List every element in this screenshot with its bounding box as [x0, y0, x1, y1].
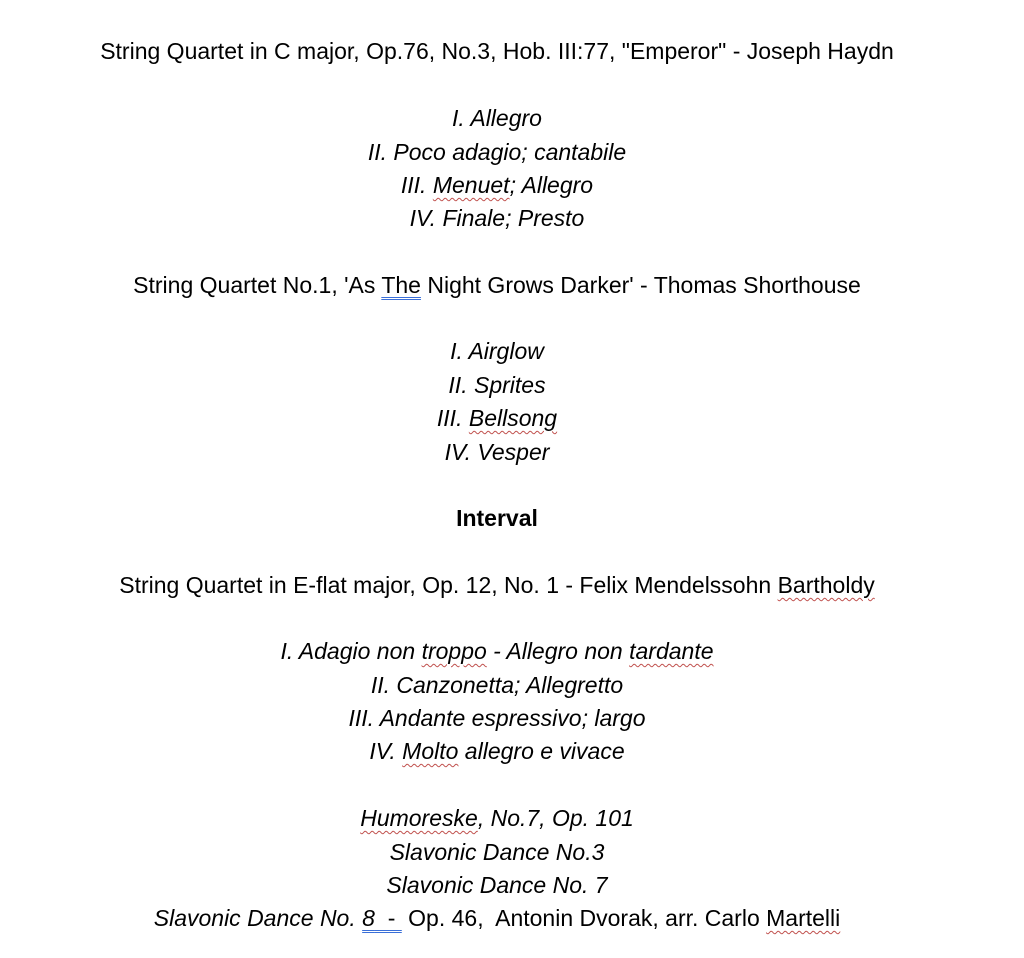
work-title-text: String Quartet in E-flat major, Op. 12, No. 1 - Felix Mendelssohn	[119, 572, 778, 598]
piece-line-credits	[0, 904, 994, 932]
work-title-text: Night Grows Darker' - Thomas Shorthouse	[420, 272, 861, 298]
movement-text: I. Adagio non	[280, 638, 422, 664]
movement-line	[0, 171, 994, 199]
interval-text: Interval	[456, 505, 538, 531]
movement-line	[0, 671, 994, 699]
grammar-flagged-word[interactable]: 8	[362, 905, 375, 931]
movement-text: I. Airglow	[450, 338, 544, 364]
grammar-flagged-word[interactable]: The	[381, 272, 421, 298]
movement-line	[0, 204, 994, 232]
spelling-flagged-word[interactable]: tardante	[629, 638, 714, 664]
movement-text: III. Andante espressivo; largo	[348, 705, 646, 731]
movement-line	[0, 704, 994, 732]
spelling-flagged-word[interactable]: troppo	[421, 638, 487, 664]
piece-text: Slavonic Dance No.	[153, 905, 363, 931]
movement-line	[0, 737, 994, 765]
movement-text: - Allegro non	[486, 638, 630, 664]
credits-text: Op. 46, Antonin Dvorak, arr. Carlo	[401, 905, 767, 931]
spelling-flagged-word[interactable]: Bartholdy	[777, 572, 875, 598]
spelling-flagged-word[interactable]: Molto	[402, 738, 459, 764]
movement-text: ; Allegro	[509, 172, 594, 198]
piece-line	[0, 838, 994, 866]
movement-text: I. Allegro	[452, 105, 542, 131]
work-title-mendelssohn	[0, 571, 994, 599]
interval-heading	[0, 504, 994, 532]
work-title-text: String Quartet in C major, Op.76, No.3, Hob. III:77, "Emperor" - Joseph Haydn	[100, 38, 894, 64]
piece-line	[0, 804, 994, 832]
movement-line	[0, 337, 994, 365]
movement-text: II. Poco adagio; cantabile	[367, 139, 627, 165]
movement-line	[0, 104, 994, 132]
spelling-flagged-word[interactable]: Menuet	[432, 172, 510, 198]
work-title-shorthouse	[0, 271, 994, 299]
movement-text: IV. Finale; Presto	[409, 205, 585, 231]
movement-text: II. Canzonetta; Allegretto	[370, 672, 624, 698]
work-title-text: String Quartet No.1, 'As	[133, 272, 382, 298]
spelling-flagged-word[interactable]: Bellsong	[468, 405, 558, 431]
movement-text: II. Sprites	[448, 372, 546, 398]
spelling-flagged-word[interactable]: Humoreske	[360, 805, 478, 831]
movement-line	[0, 438, 994, 466]
movement-line	[0, 404, 994, 432]
piece-text: Slavonic Dance No.3	[389, 839, 605, 865]
movement-line	[0, 138, 994, 166]
piece-text: , No.7, Op. 101	[477, 805, 634, 831]
work-title-haydn	[0, 37, 994, 65]
movement-text: allegro e vivace	[458, 738, 625, 764]
movement-text: III.	[436, 405, 469, 431]
movement-line	[0, 637, 994, 665]
grammar-flagged-separator[interactable]: -	[374, 905, 402, 931]
movement-text: IV.	[369, 738, 403, 764]
spelling-flagged-word[interactable]: Martelli	[766, 905, 841, 931]
movement-text: IV. Vesper	[444, 439, 550, 465]
piece-text: Slavonic Dance No. 7	[386, 872, 608, 898]
movement-text: III.	[400, 172, 433, 198]
piece-line	[0, 871, 994, 899]
movement-line	[0, 371, 994, 399]
